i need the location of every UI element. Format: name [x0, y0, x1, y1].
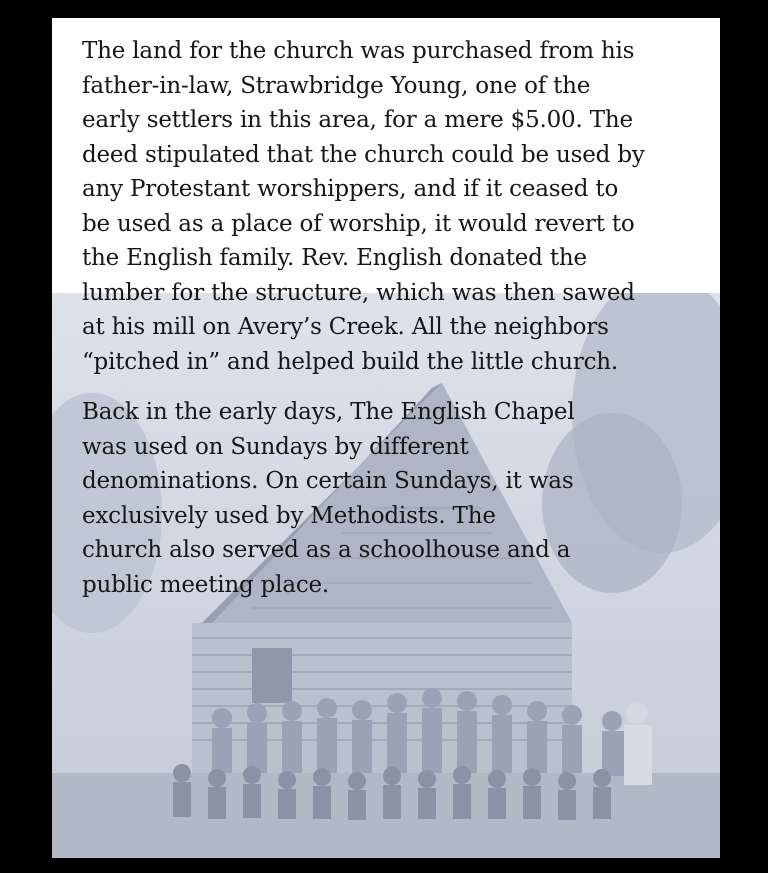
text-line: “pitched in” and helped build the little church.	[82, 348, 619, 375]
text-line: deed stipulated that the church could be used by	[82, 141, 645, 168]
text-line: early settlers in this area, for a mere $5.00. The	[82, 107, 633, 133]
text-line: be used as a place of worship, it would revert to	[82, 210, 635, 237]
paragraph-land-purchase	[82, 34, 702, 379]
text-panel	[52, 18, 720, 858]
paragraph-early-days	[82, 395, 702, 602]
text-line: lumber for the structure, which was then sawed	[82, 279, 635, 306]
text-line: father-in-law, Strawbridge Young, one of the	[82, 72, 591, 99]
text-line: church also served as a schoolhouse and a	[82, 537, 571, 563]
text-line: denominations. On certain Sundays, it was	[82, 468, 574, 494]
text-line: any Protestant worshippers, and if it ceased to	[82, 176, 619, 202]
body-text	[82, 34, 702, 618]
text-line: was used on Sundays by different	[82, 433, 469, 460]
text-line: at his mill on Avery’s Creek. All the neighbors	[82, 314, 609, 340]
text-line: the English family. Rev. English donated the	[82, 245, 587, 271]
text-line: Back in the early days, The English Chapel	[82, 399, 575, 425]
text-line: exclusively used by Methodists. The	[82, 502, 496, 529]
text-line: The land for the church was purchased from his	[82, 38, 635, 64]
text-line: public meeting place.	[82, 571, 330, 598]
